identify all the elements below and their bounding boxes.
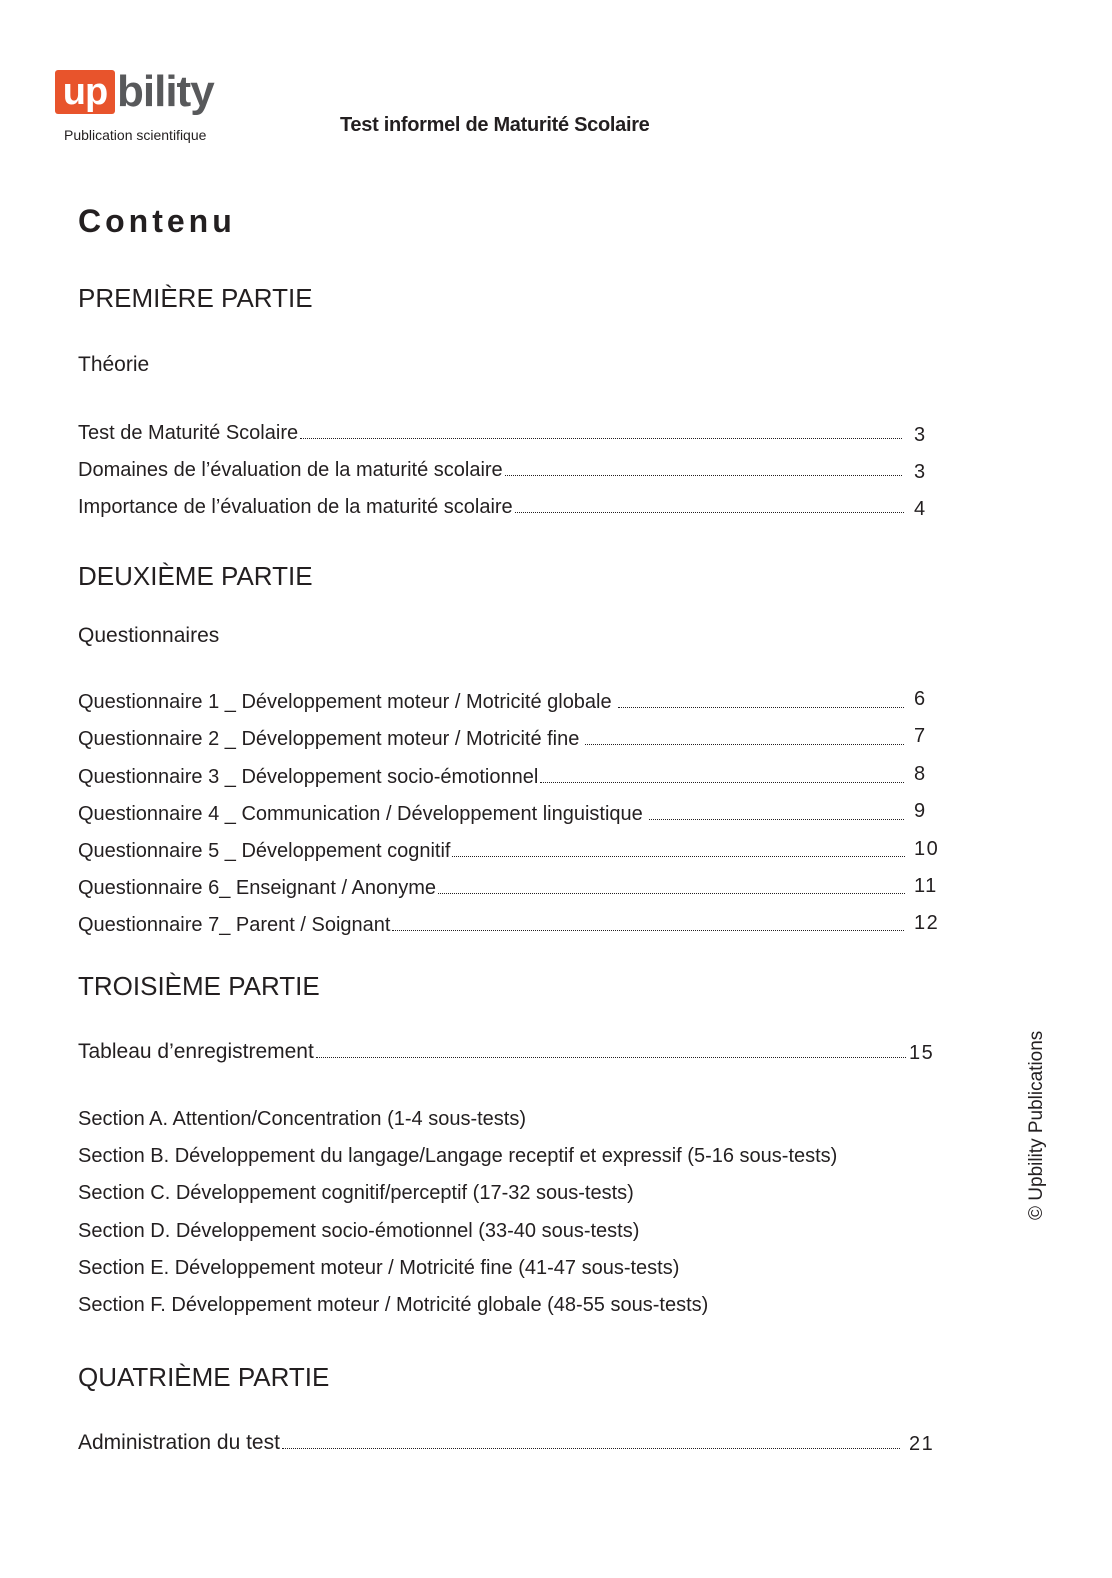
part2-title: DEUXIÈME PARTIE: [78, 561, 313, 591]
logo-wordmark: bility: [117, 67, 214, 116]
section-line: Section D. Développement socio-émotionnel (33-40 sous-tests): [78, 1220, 640, 1242]
toc-entry-label: Questionnaire 3 _ Développement socio-émotionnel: [78, 766, 539, 788]
part2-subtitle: Questionnaires: [78, 624, 220, 647]
toc-page-number: 8: [914, 763, 927, 785]
toc-entry[interactable]: [78, 875, 907, 901]
side-copyright: © Upbility Publications: [1026, 1030, 1047, 1220]
dot-leader: [316, 1057, 906, 1058]
side-copyright-container: [1024, 1010, 1050, 1220]
dot-leader: [282, 1448, 900, 1449]
toc-entry[interactable]: [78, 494, 906, 520]
toc-entry-label: Tableau d’enregistrement: [78, 1040, 314, 1063]
toc-page-number: 9: [914, 800, 927, 822]
part1-subtitle: Théorie: [78, 353, 150, 376]
toc-entry[interactable]: [78, 801, 906, 827]
logo-subtitle: Publication scientifique: [64, 127, 207, 143]
toc-entry-label: Questionnaire 1 _ Développement moteur / Motricité globale: [78, 691, 612, 713]
toc-entry[interactable]: [78, 912, 906, 938]
section-line: Section A. Attention/Concentration (1-4 sous-tests): [78, 1108, 527, 1130]
toc-entry[interactable]: [78, 420, 904, 446]
section-line: Section E. Développement moteur / Motricité fine (41-47 sous-tests): [78, 1257, 680, 1279]
dot-leader: [649, 819, 904, 820]
dot-leader: [438, 893, 905, 894]
dot-leader: [505, 475, 902, 476]
toc-entry[interactable]: [78, 689, 906, 715]
dot-leader: [585, 744, 904, 745]
dot-leader: [515, 512, 904, 513]
section-line: Section B. Développement du langage/Langage receptif et expressif (5-16 sous-tests): [78, 1145, 838, 1167]
toc-entry[interactable]: [78, 457, 904, 483]
toc-page-number: 21: [909, 1433, 935, 1455]
logo-up-mark: up: [55, 70, 115, 114]
toc-entry-label: Questionnaire 7_ Parent / Soignant: [78, 914, 391, 936]
toc-entry[interactable]: [78, 764, 906, 790]
dot-leader: [300, 438, 902, 439]
toc-page-number: 6: [914, 688, 927, 710]
part1-title: PREMIÈRE PARTIE: [78, 283, 313, 313]
part4-title: QUATRIÈME PARTIE: [78, 1362, 330, 1392]
toc-entry[interactable]: [78, 838, 907, 864]
toc-page-number: 4: [914, 498, 927, 520]
dot-leader: [618, 707, 904, 708]
toc-entry-label: Test de Maturité Scolaire: [78, 422, 299, 444]
toc-entry-label: Questionnaire 4 _ Communication / Développement linguistique: [78, 803, 643, 825]
toc-page-number: 15: [909, 1042, 935, 1064]
dot-leader: [540, 782, 904, 783]
toc-entry-label: Administration du test: [78, 1431, 280, 1454]
toc-page-number: 10: [914, 838, 940, 860]
toc-entry-label: Importance de l’évaluation de la maturité scolaire: [78, 496, 513, 518]
toc-page-number: 3: [914, 424, 927, 446]
document-title: Test informel de Maturité Scolaire: [340, 114, 650, 136]
toc-entry[interactable]: [78, 1039, 908, 1065]
toc-entry-label: Questionnaire 5 _ Développement cognitif: [78, 840, 451, 862]
toc-entry-label: Domaines de l’évaluation de la maturité scolaire: [78, 459, 503, 481]
toc-entry[interactable]: [78, 726, 906, 752]
toc-page-number: 7: [914, 725, 927, 747]
dot-leader: [392, 930, 904, 931]
dot-leader: [452, 856, 905, 857]
toc-page-number: 12: [914, 912, 940, 934]
toc-entry[interactable]: [78, 1430, 902, 1456]
contents-heading: Contenu: [78, 203, 236, 239]
toc-entry-label: Questionnaire 6_ Enseignant / Anonyme: [78, 877, 437, 899]
part3-title: TROISIÈME PARTIE: [78, 971, 320, 1001]
section-line: Section C. Développement cognitif/perceptif (17-32 sous-tests): [78, 1182, 634, 1204]
toc-entry-label: Questionnaire 2 _ Développement moteur / Motricité fine: [78, 728, 580, 750]
toc-page-number: 3: [914, 461, 927, 483]
toc-page-number: 11: [914, 875, 938, 897]
section-line: Section F. Développement moteur / Motricité globale (48-55 sous-tests): [78, 1294, 709, 1316]
